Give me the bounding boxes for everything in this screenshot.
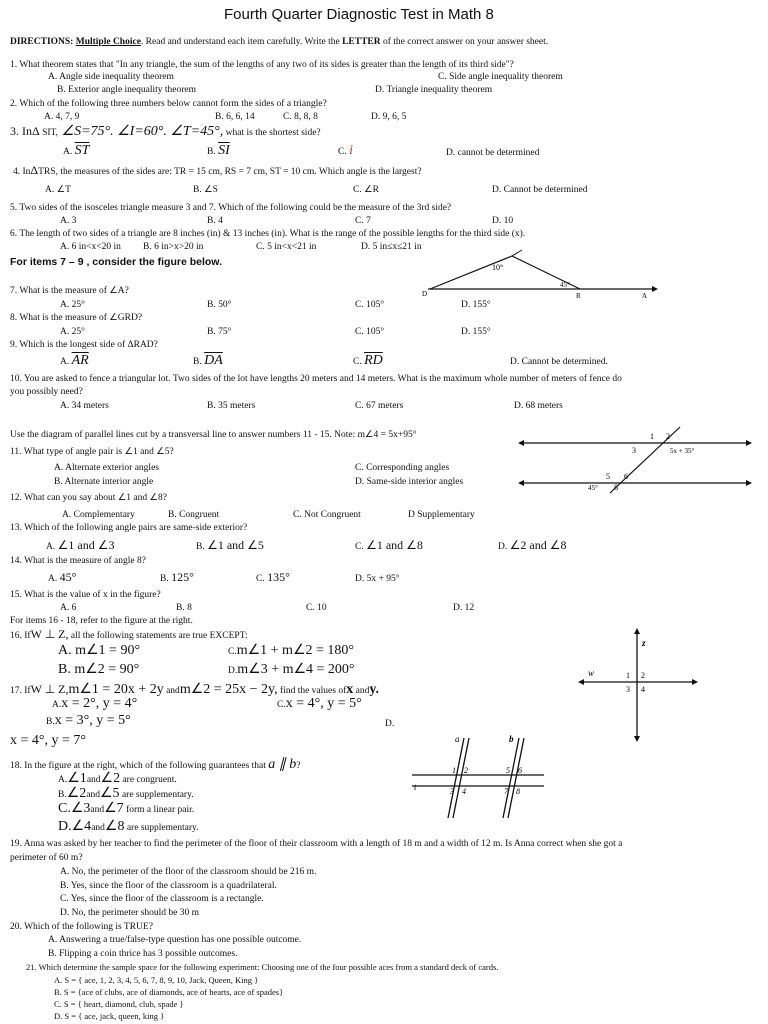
q17-choice-b [46,713,131,729]
triangle-vertex-left-label: D [422,290,428,298]
parallel-lines-note: Use the diagram of parallel lines cut by a transversal line to answer numbers 11 - 15. Note: m∠4 = 5x+95° [10,430,417,440]
q18-a-label: A. [58,775,68,785]
q14-choice-b [160,571,194,585]
q3-choice-c [338,143,353,159]
angle-label-3: 3 [450,787,454,796]
q15-choice-c: C. 10 [306,603,327,613]
q16-pre: 16. If [10,631,31,641]
q13-a-label: A. [46,542,56,552]
triangle-apex-arrow [512,250,522,256]
q13-c-label: C. [355,542,364,552]
q18-choice-d [58,819,199,835]
q18-c-angle1: ∠3 [70,801,91,816]
label-a: a [455,734,460,744]
q10-choice-b: B. 35 meters [207,401,256,411]
q12-choice-d: D Supplementary [408,510,475,520]
q13-b-label: B. [196,542,205,552]
q11-choice-c: C. Corresponding angles [355,463,450,473]
label-w: w [588,668,595,678]
q18-choice-b [58,786,194,802]
angle-label-3: 3 [626,685,630,694]
q18-b-angle1: ∠2 [66,786,87,801]
arrow-right-icon [692,679,698,685]
q8-stem: 8. What is the measure of ∠GRD? [10,313,143,323]
angle-label-8: 8 [614,483,618,492]
q17-find: find the values of [277,686,347,696]
q5-choice-d: D. 10 [492,216,514,226]
q16-choice-d [228,662,355,678]
q17-x: x [346,682,354,697]
q21-stem: 21. Which determine the sample space for the following experiment: Choosing one of the four possible aces from a standard deck of cards. [26,962,499,972]
triangle-sides [430,256,580,289]
q21-choice-b: B. S = {ace of clubs, ace of diamonds, ace of hearts, ace of spades} [54,987,284,997]
q18-a-angle1: ∠1 [67,771,87,786]
q4-stem [13,164,422,178]
q17-and: and [166,686,180,696]
q18-d-and: and [91,823,105,833]
q18-b-label: B. [58,790,67,800]
transversal-figure [408,732,548,820]
q16-relation: W ⊥ Z, [30,627,69,641]
q18-choice-a [58,771,177,787]
angle-given-45: 45° [588,484,598,492]
q16-choice-b: B. m∠2 = 90° [58,662,140,677]
q17-eq2: m∠2 = 25x − 2y, [179,682,278,697]
q4-stem-text: TRS, the measures of the sides are: TR = 15 cm, RS = 7 cm, ST = 10 cm. Which angle is the largest? [38,167,422,177]
q18-choice-c [58,801,194,817]
directions-text2: of the correct answer on your answer sheet. [380,37,549,47]
directions-label: DIRECTIONS: [10,37,74,47]
q3-choice-a [63,143,89,159]
q17-pre: 17. If [10,686,31,696]
angle-label-1: 1 [626,671,630,680]
q5-choice-b: B. 4 [207,216,223,226]
q20-choice-b: B. Flipping a coin thrice has 3 possible outcomes. [48,949,238,959]
arrow-down-icon [634,736,640,742]
q20-choice-a: A. Answering a true/false-type question has one possible outcome. [48,935,302,945]
q13-stem: 13. Which of the following angle pairs are same-side exterior? [10,523,248,533]
q9-choice-c [353,353,383,369]
q3-triangle-symbol: Δ [32,124,40,138]
arrow-left-icon [578,679,584,685]
q11-stem: 11. What type of angle pair is ∠1 and ∠5? [10,447,174,457]
q18-a-post: are congruent. [120,775,177,785]
q9-b-label: B. [193,357,202,367]
q12-choice-a: A. Complementary [62,510,135,520]
q16-choice-a: A. m∠1 = 90° [58,643,141,658]
q14-a-label: A. [48,574,58,584]
angle-label-2: 2 [666,432,670,441]
triangle-angle-top-label: 10° [492,263,504,272]
q11-choice-b: B. Alternate interior angle [54,477,154,487]
q4-choice-d: D. Cannot be determined [492,185,588,195]
q17-choice-a [52,696,137,712]
q16-c-label: C. [228,647,237,657]
triangle-vertex-right-label: R [576,292,581,300]
q18-d-angle2: ∠8 [104,819,125,834]
directions-text: . Read and understand each item carefully. Write the [140,37,343,47]
q13-choice-a [46,539,114,553]
q17-b-text: x = 3°, y = 5° [54,713,131,728]
q3-b-segment: $\overline{SI}$ [218,143,230,158]
angle-label-4: 4 [641,685,645,694]
q8-choice-a: A. 25° [60,327,85,337]
q8-choice-c: C. 105° [355,327,385,337]
q17-relation: W ⊥ Z, [30,682,69,696]
q4-triangle-symbol: Δ [30,163,39,177]
q3-stem [10,124,321,140]
angle-label-1: 1 [452,766,456,775]
q6-choice-d: D. 5 in≤x≤21 in [361,242,422,252]
q3-a-segment: $\overline{ST}$ [74,143,90,158]
directions-type: Multiple Choice [75,37,141,47]
items-16-18-header: For items 16 - 18, refer to the figure at the right. [10,616,193,626]
q18-q: ? [296,761,301,771]
q2-choice-a: A. 4, 7, 9 [44,112,80,122]
q3-post: what is the shortest side? [223,128,321,138]
q11-choice-d: D. Same-side interior angles [355,477,464,487]
q13-c-text: ∠1 and ∠8 [366,538,423,552]
label-b: b [509,734,514,744]
q16-stem [10,628,248,642]
directions-letter: LETTER [342,37,381,47]
q17-choice-d-label: D. [385,719,395,729]
q14-b-text: 125° [171,570,194,584]
q18-d-post: are supplementary. [124,823,199,833]
q7-choice-a: A. 25° [60,300,85,310]
directions [10,37,548,48]
q21-choice-d: D. S = { ace, jack, queen, king } [54,1011,165,1021]
q14-c-text: 135° [267,570,290,584]
q16-choice-c [228,643,354,659]
q18-b-angle2: ∠5 [100,786,120,801]
q13-a-text: ∠1 and ∠3 [57,538,115,552]
q15-choice-a: A. 6 [60,603,77,613]
q16-post: all the following statements are true EXCEPT: [68,631,248,641]
q9-a-segment: $\overline{AR}$ [71,353,89,368]
q3-b-label: B. [207,147,216,157]
q7-choice-c: C. 105° [355,300,385,310]
q13-choice-d [498,539,566,553]
q8-choice-d: D. 155° [461,327,491,337]
q17-c-text: x = 4°, y = 5° [285,696,362,711]
arrow-left-icon [518,480,524,486]
q2-choice-b: B. 6, 6, 14 [215,112,255,122]
q17-choice-c [277,696,362,712]
q2-choice-d: D. 9, 6, 5 [371,112,407,122]
q7-stem: 7. What is the measure of ∠A? [10,286,129,296]
perpendicular-lines-figure [580,630,710,740]
q3-triangle-name: SIT, [39,128,59,138]
q6-choice-c: C. 5 in<x<21 in [256,242,317,252]
q13-choice-c [355,539,423,553]
q13-choice-b [196,539,264,553]
q7-choice-b: B. 50° [207,300,232,310]
arrow-left-icon [518,440,524,446]
angle-expression: 5x + 35° [670,447,695,455]
arrow-up-icon [634,628,640,634]
q7-choice-d: D. 155° [461,300,491,310]
q5-choice-c: C. 7 [355,216,371,226]
q9-c-segment: $\overline{RD}$ [364,353,383,368]
q8-choice-b: B. 75° [207,327,232,337]
angle-label-7: 7 [504,787,508,796]
label-z: z [642,638,646,648]
q14-choice-a [48,571,76,585]
q12-choice-c: C. Not Congruent [293,510,361,520]
q17-eq1: m∠1 = 20x + 2y [68,682,164,697]
angle-label-1: 1 [650,432,654,441]
q14-c-label: C. [256,574,265,584]
q19-choice-c: C. Yes, since the floor of the classroom is a rectangle. [60,894,264,904]
q10-stem: 10. You are asked to fence a triangular lot. Two sides of the lot have lengths 20 meters and 14 meters. What is the maximum whole number of meters of fence do [10,374,622,384]
q4-choice-b: B. ∠S [193,185,218,195]
q13-d-label: D. [498,542,508,552]
angle-label-6: 6 [624,472,628,481]
q19-choice-d: D. No, the perimeter should be 30 m [60,908,200,918]
q2-stem: 2. Which of the following three numbers below cannot form the sides of a triangle? [10,99,327,109]
q18-d-angle1: ∠4 [71,819,92,834]
q16-c-text: m∠1 + m∠2 = 180° [236,643,354,658]
q3-angles: ∠S=75°. ∠I=60°. ∠T=45°, [58,124,224,139]
q5-choice-a: A. 3 [60,216,77,226]
q11-choice-a: A. Alternate exterior angles [54,463,159,473]
q1-choice-d: D. Triangle inequality theorem [375,85,493,95]
parallel-lines-figure [520,425,754,495]
q18-b-post: are supplementary. [119,790,194,800]
q1-choice-c: C. Side angle inequality theorem [438,72,563,82]
arrow-right-icon [746,440,752,446]
q10-choice-a: A. 34 meters [60,401,109,411]
q9-choice-a [60,353,89,369]
q3-choice-d: D. cannot be determined [446,148,540,158]
q14-choice-c [256,571,290,585]
arrow-right-icon [746,480,752,486]
q17-a-label: A. [52,700,62,710]
q20-stem: 20. Which of the following is TRUE? [10,922,153,932]
q3-c-segment: i [349,143,353,158]
q18-c-post: form a linear pair. [123,805,195,815]
triangle-vertex-far-label: A [642,292,648,300]
q3-a-label: A. [63,147,73,157]
angle-label-3: 3 [632,446,636,455]
q6-stem: 6. The length of two sides of a triangle are 8 inches (in) & 13 inches (in). What is the range of the possible lengths for the third side (x). [10,229,526,239]
q13-b-text: ∠1 and ∠5 [207,538,264,552]
q1-choice-a: A. Angle side inequality theorem [48,72,174,82]
q19-choice-a: A. No, the perimeter of the floor of the classroom should be 216 m. [60,867,317,877]
q14-a-text: 45° [59,570,77,584]
q10-choice-d: D. 68 meters [514,401,563,411]
page-title: Fourth Quarter Diagnostic Test in Math 8 [224,6,494,23]
q18-b-and: and [86,790,100,800]
q4-choice-c: C. ∠R [353,185,379,195]
q18-c-label: C. [58,801,71,816]
q19-stem: 19. Anna was asked by her teacher to find the perimeter of the floor of their classroom with a length of 18 m and a width of 12 m. Is Anna correct when she got a [10,839,623,849]
q9-choice-d: D. Cannot be determined. [510,357,608,367]
q18-stem-text: 18. In the figure at the right, which of the following guarantees that [10,761,266,771]
q1-stem: 1. What theorem states that "In any triangle, the sum of the lengths of any two of its sides is greater than the length of its third side"? [10,60,514,70]
triangle-figure [420,248,660,300]
q17-and2: and [353,686,370,696]
q9-b-segment: $\overline{DA}$ [204,353,223,368]
q9-choice-b [193,353,223,369]
q2-choice-c: C. 8, 8, 8 [283,112,318,122]
angle-label-8: 8 [516,787,520,796]
q3-c-label: C. [338,147,347,157]
q9-c-label: C. [353,357,362,367]
q12-choice-b: B. Congruent [168,510,220,520]
q17-y: y. [369,682,380,697]
q18-a-angle2: ∠2 [100,771,121,786]
q4-pre: 4. In [13,167,31,177]
q10-stem-cont: you possibly need? [10,387,83,397]
q6-choice-b: B. 6 in>x>20 in [143,242,204,252]
q18-c-angle2: ∠7 [104,801,124,816]
q14-stem: 14. What is the measure of angle 8? [10,556,146,566]
items-7-9-header: For items 7 – 9 , consider the figure below. [10,256,222,268]
q3-choice-b [207,143,230,159]
label-t: t [414,782,417,792]
q15-stem: 15. What is the value of x in the figure? [10,590,161,600]
q5-stem: 5. Two sides of the isosceles triangle measure 3 and 7. Which of the following could be the measure of the 3rd side? [10,203,452,213]
q16-d-text: m∠3 + m∠4 = 200° [237,662,355,677]
q15-choice-d: D. 12 [453,603,475,613]
q16-d-label: D. [228,666,238,676]
q17-c-label: C. [277,700,286,710]
q18-d-label: D. [58,819,72,834]
q9-a-label: A. [60,357,70,367]
q3-pre: 3. In [10,124,32,138]
triangle-angle-right-label: 45° [560,281,570,289]
q9-stem: 9. Which is the longest side of ΔRAD? [10,340,158,350]
base-ray-arrow-icon [652,286,658,292]
q18-relation: a ∥ b [268,757,297,772]
q21-choice-a: A. S = { ace, 1, 2, 3, 4, 5, 6, 7, 8, 9, 10, Jack, Queen, King } [54,975,259,985]
q14-choice-d: D. 5x + 95° [355,574,400,584]
q19-choice-b: B. Yes, since the floor of the classroom is a quadrilateral. [60,881,277,891]
q10-choice-c: C. 67 meters [355,401,404,411]
q17-a-text: x = 2°, y = 4° [61,696,138,711]
angle-label-6: 6 [518,766,522,775]
q18-c-and: and [90,805,105,815]
angle-label-5: 5 [506,766,510,775]
q4-choice-a: A. ∠T [45,185,71,195]
angle-label-2: 2 [641,671,645,680]
q12-stem: 12. What can you say about ∠1 and ∠8? [10,493,167,503]
q14-b-label: B. [160,574,169,584]
angle-label-2: 2 [464,766,468,775]
q15-choice-b: B. 8 [176,603,192,613]
q13-d-text: ∠2 and ∠8 [509,538,567,552]
q17-b-label: B. [46,717,55,727]
q17-choice-d: x = 4°, y = 7° [10,733,86,748]
angle-label-5: 5 [606,472,610,481]
q19-stem-cont: perimeter of 60 m? [10,853,83,863]
q6-choice-a: A. 6 in<x<20 in [60,242,121,252]
angle-label-4: 4 [462,787,466,796]
q18-a-and: and [86,775,101,785]
q1-choice-b: B. Exterior angle inequality theorem [57,85,197,95]
q21-choice-c: C. S = { heart, diamond, club, spade } [54,999,184,1009]
